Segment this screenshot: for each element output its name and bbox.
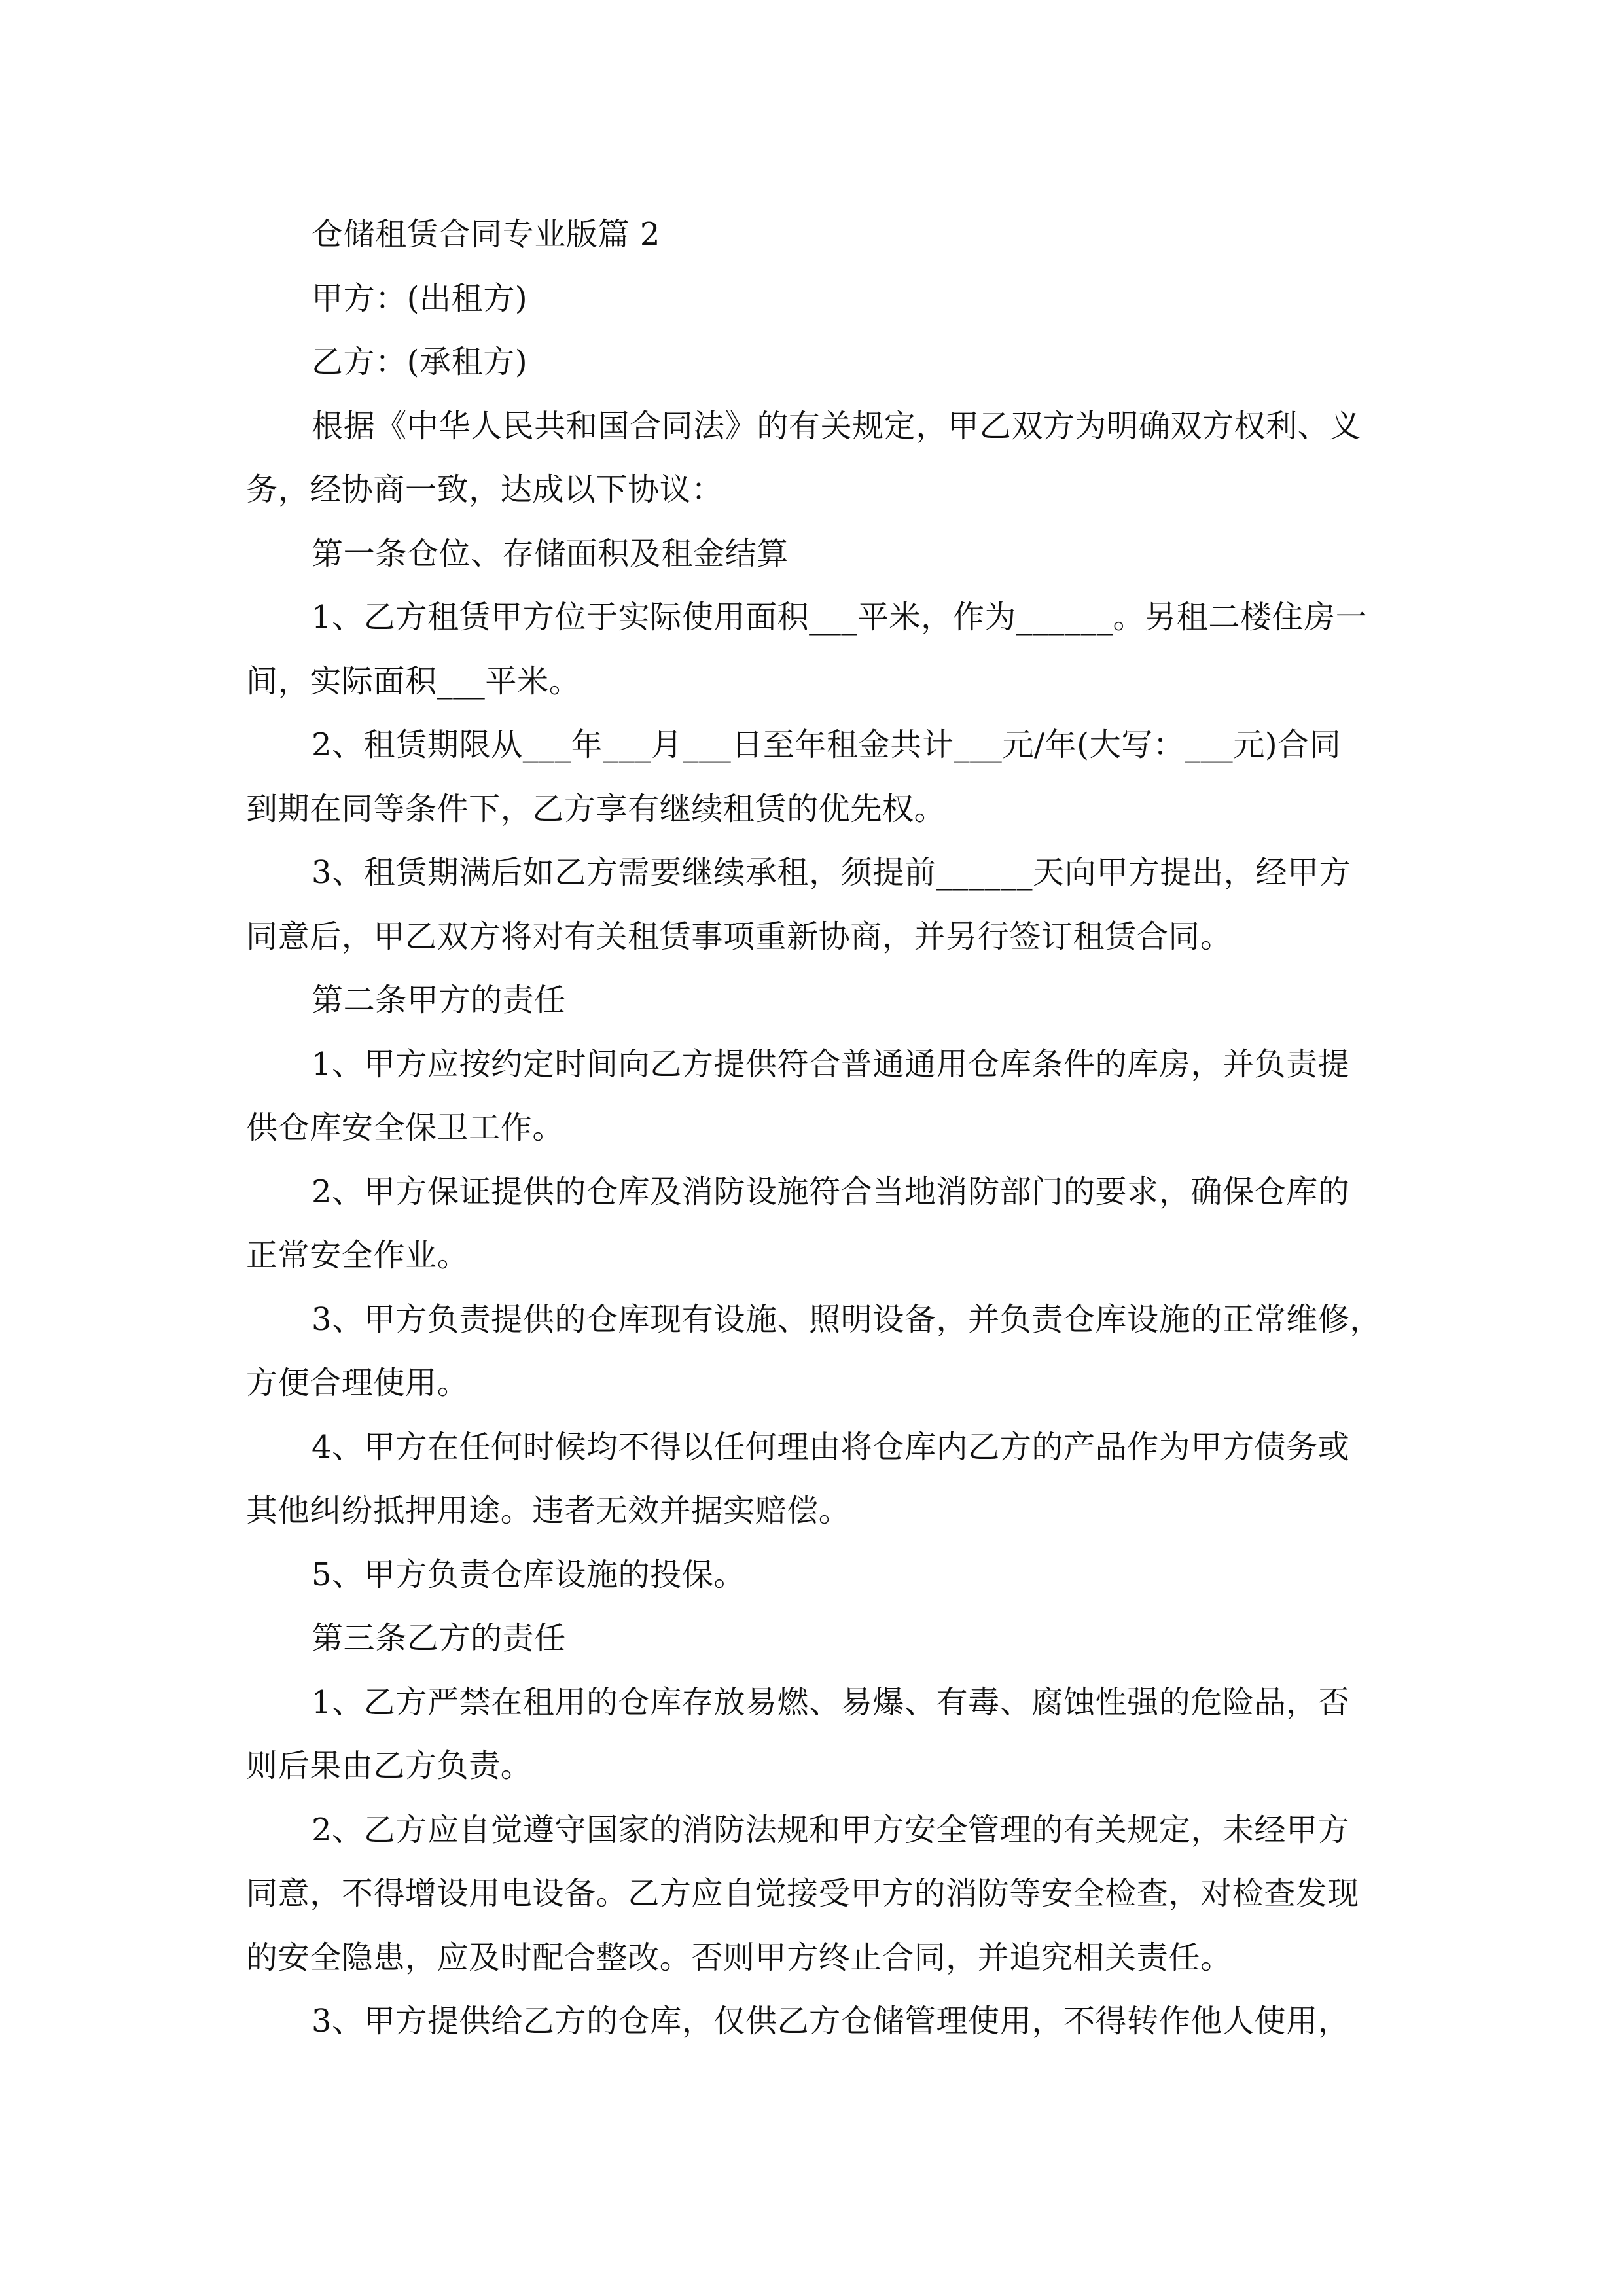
clause-line: 1、乙方严禁在租用的仓库存放易燃、易爆、有毒、腐蚀性强的危险品，否 — [312, 1683, 1350, 1721]
clause-line: 2、乙方应自觉遵守国家的消防法规和甲方安全管理的有关规定，未经甲方 — [312, 1811, 1350, 1848]
preamble-line: 务，经协商一致，达成以下协议： — [246, 471, 724, 508]
clause-line: 间，实际面积___平米。 — [246, 662, 581, 700]
document-page — [246, 203, 1385, 2054]
document-title: 仓储租赁合同专业版篇 2 — [312, 216, 660, 253]
clause-line: 3、租赁期满后如乙方需要继续承租，须提前______天向甲方提出，经甲方 — [312, 854, 1351, 891]
party-b-line: 乙方：(承租方) — [312, 344, 528, 380]
clause-line: 同意后，甲乙双方将对有关租赁事项重新协商，并另行签订租赁合同。 — [246, 918, 1232, 955]
clause-line: 5、甲方负责仓库设施的投保。 — [312, 1556, 745, 1593]
clause-line: 1、甲方应按约定时间向乙方提供符合普通通用仓库条件的库房，并负责提 — [312, 1045, 1350, 1083]
clause-line: 2、租赁期限从___年___月___日至年租金共计___元/年(大写：___元)合同 — [312, 726, 1342, 763]
article-heading: 第二条甲方的责任 — [312, 982, 566, 1018]
clause-line: 1、乙方租赁甲方位于实际使用面积___平米，作为______。另租二楼住房一 — [312, 599, 1368, 636]
party-a-line: 甲方：(出租方) — [312, 279, 528, 317]
clause-line: 到期在同等条件下，乙方享有继续租赁的优先权。 — [246, 790, 946, 827]
clause-line: 方便合理使用。 — [246, 1365, 469, 1401]
clause-line: 则后果由乙方负责。 — [246, 1748, 533, 1784]
article-heading: 第一条仓位、存储面积及租金结算 — [312, 535, 789, 572]
clause-line: 3、甲方提供给乙方的仓库，仅供乙方仓储管理使用，不得转作他人使用， — [312, 2003, 1350, 2039]
clause-line: 同意，不得增设用电设备。乙方应自觉接受甲方的消防等安全检查，对检查发现 — [246, 1875, 1360, 1912]
preamble-line: 根据《中华人民共和国合同法》的有关规定，甲乙双方为明确双方权利、义 — [312, 407, 1361, 444]
clause-line: 4、甲方在任何时候均不得以任何理由将仓库内乙方的产品作为甲方债务或 — [312, 1428, 1350, 1465]
clause-line: 正常安全作业。 — [246, 1237, 469, 1274]
clause-line: 的安全隐患，应及时配合整改。否则甲方终止合同，并追究相关责任。 — [246, 1939, 1232, 1976]
article-heading: 第三条乙方的责任 — [312, 1620, 566, 1657]
clause-line: 供仓库安全保卫工作。 — [246, 1109, 565, 1146]
clause-line: 3、甲方负责提供的仓库现有设施、照明设备，并负责仓库设施的正常维修， — [312, 1300, 1382, 1338]
clause-line: 2、甲方保证提供的仓库及消防设施符合当地消防部门的要求，确保仓库的 — [312, 1173, 1350, 1210]
clause-line: 其他纠纷抵押用途。违者无效并据实赔偿。 — [246, 1492, 851, 1529]
